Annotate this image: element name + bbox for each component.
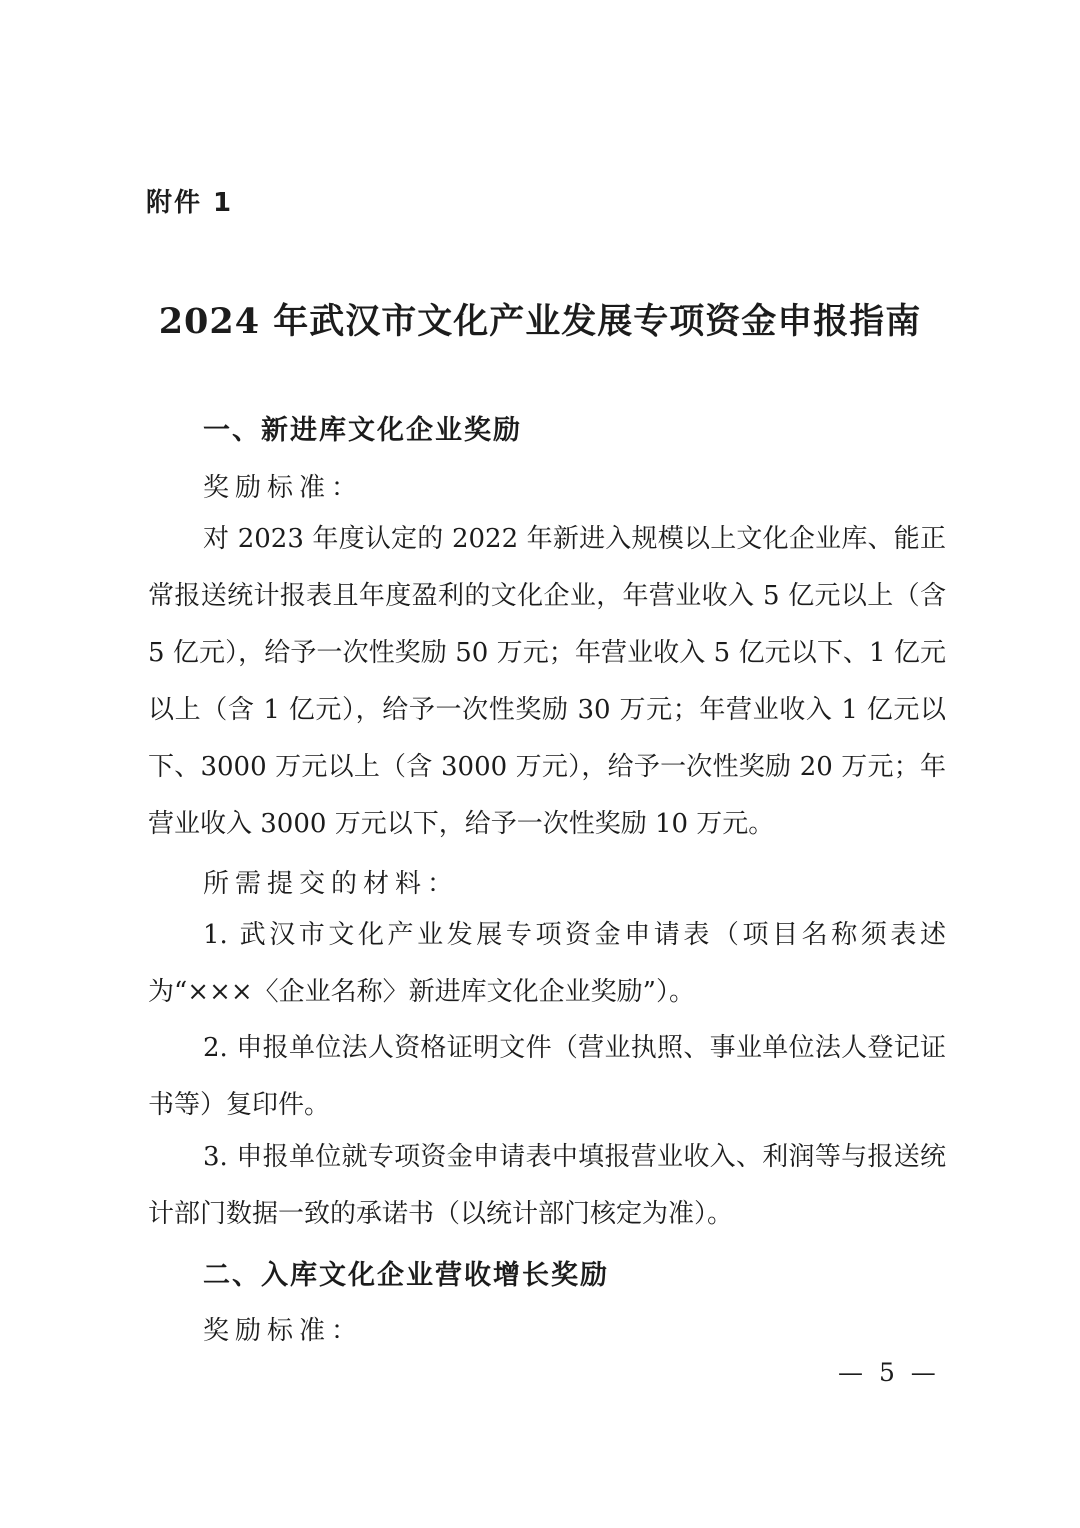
material-item-3: 3. 申报单位就专项资金申请表中填报营业收入、利润等与报送统计部门数据一致的承诺书（以统计部门核定为准）。 (148, 1142, 946, 1229)
section1-materials-label: 所需提交的材料： (203, 869, 460, 899)
document-title: 2024 年武汉市文化产业发展专项资金申报指南 (158, 301, 922, 342)
attachment-label: 附件 1 (146, 188, 234, 218)
section1-criteria-label: 奖励标准： (203, 473, 364, 503)
section2-criteria-label: 奖励标准： (203, 1316, 364, 1346)
material-item-1: 1. 武汉市文化产业发展专项资金申请表（项目名称须表述为“×××〈企业名称〉新进库文化企业奖励”）。 (148, 920, 946, 1007)
page-number: — 5 — (838, 1358, 940, 1387)
section1-heading: 一、新进库文化企业奖励 (203, 415, 522, 446)
material-item-2: 2. 申报单位法人资格证明文件（营业执照、事业单位法人登记证书等）复印件。 (148, 1033, 946, 1120)
section2-heading: 二、入库文化企业营收增长奖励 (203, 1260, 609, 1291)
section1-criteria-text: 对 2023 年度认定的 2022 年新进入规模以上文化企业库、能正常报送统计报表且年度盈利的文化企业，年营业收入 5 亿元以上（含 5 亿元），给予一次性奖励 50 万元；年营业收入 5 亿元以下、1 亿元以上（含 1 亿元），给予一次性奖励 30 万元；年营业收入 1 亿元以下、3000 万元以上（含 3000 万元），给予一次性奖励 20 万元；年营业收入 3000 万元以下，给予一次性奖励 10 万元。 (148, 524, 946, 839)
